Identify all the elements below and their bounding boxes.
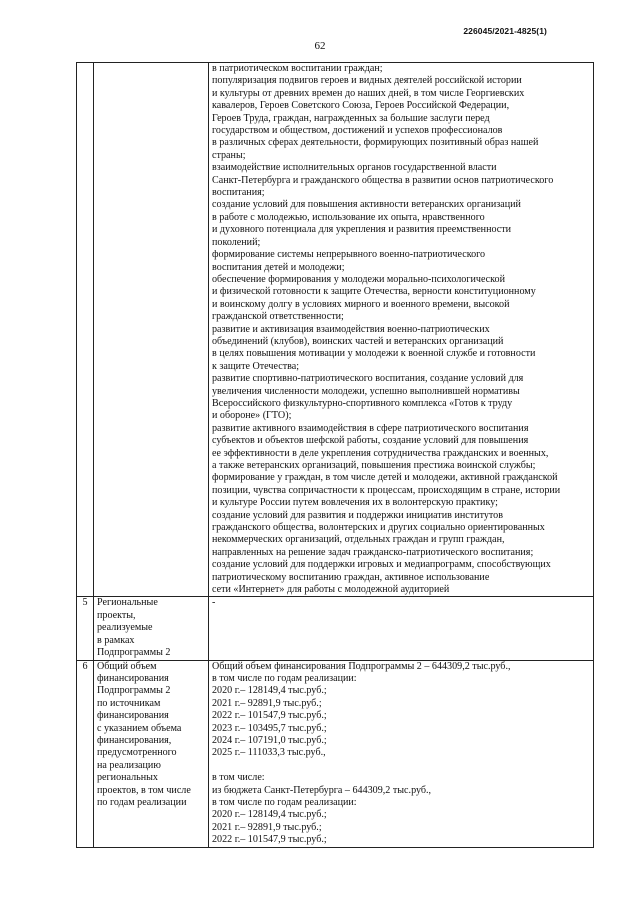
- program-passport-table: [76, 62, 594, 848]
- content-line: страны;: [212, 149, 246, 161]
- content-line: Общий объем финансирования Подпрограммы 2 – 644309,2 тыс.руб.,: [212, 660, 511, 672]
- content-line: объединений (клубов), воинских частей и ветеранских организаций: [212, 335, 504, 347]
- content-line: Всероссийского физкультурно-спортивного комплекса «Готов к труду: [212, 397, 513, 409]
- content-line: государством и обществом, достижений и успехов профессионалов: [212, 125, 503, 137]
- table-row: [77, 597, 594, 660]
- document-registration-number: 226045/2021-4825(1): [463, 26, 547, 36]
- content-line: взаимодействие исполнительных органов государственной власти: [212, 162, 497, 174]
- blank-line: [212, 760, 590, 772]
- table-row: [77, 63, 594, 597]
- content-line: 2021 г.– 92891,9 тыс.руб.;: [212, 821, 322, 833]
- content-line: в целях повышения мотивации у молодежи к военной службе и готовности: [212, 348, 536, 360]
- content-line: позиции, чувства сопричастности к процессам, происходящим в стране, истории: [212, 484, 561, 496]
- content-line: к защите Отечества;: [212, 360, 300, 372]
- content-line: поколений;: [212, 236, 261, 248]
- name-line: по годам реализации: [97, 796, 187, 808]
- name-line: финансирования,: [97, 734, 172, 746]
- content-line: Санкт-Петербурга и гражданского общества в развитии основ патриотического: [212, 174, 554, 186]
- table-row: [77, 660, 594, 847]
- table-body: [77, 63, 594, 848]
- content-line: увеличения численности молодежи, успешно выполнившей нормативы: [212, 385, 520, 397]
- content-line: направленных на решение задач гражданско-патриотического воспитания;: [212, 546, 534, 558]
- name-line: проектов, в том числе: [97, 784, 191, 796]
- content-line: 2024 г.– 107191,0 тыс.руб.;: [212, 734, 327, 746]
- content-line: создание условий для поддержки игровых и медиапрограмм, способствующих: [212, 559, 551, 571]
- content-line: создание условий для развития и поддержки инициатив институтов: [212, 509, 503, 521]
- content-line: ее эффективности в деле укрепления сотрудничества гражданских и военных,: [212, 447, 549, 459]
- name-line: в рамках: [97, 634, 135, 646]
- content-line: гражданской ответственности;: [212, 311, 344, 323]
- name-line: региональных: [97, 772, 158, 784]
- row-name-cell: [94, 63, 209, 597]
- name-line: по источникам: [97, 697, 161, 709]
- content-line: в различных сферах деятельности, формирующих позитивный образ нашей: [212, 137, 539, 149]
- content-line: 2022 г.– 101547,9 тыс.руб.;: [212, 834, 327, 846]
- content-line: развитие и активизация взаимодействия военно-патриотических: [212, 323, 490, 335]
- content-line: в том числе:: [212, 772, 265, 784]
- row-name-cell: [94, 597, 209, 660]
- name-line: Подпрограммы 2: [97, 647, 171, 659]
- content-line: в том числе по годам реализации:: [212, 796, 357, 808]
- content-line: воспитания;: [212, 187, 265, 199]
- content-line: а также ветеранских организаций, повышения престижа воинской службы;: [212, 460, 536, 471]
- content-line: формирование у граждан, в том числе детей и молодежи, активной гражданской: [212, 472, 558, 484]
- name-line: Региональные: [97, 597, 158, 609]
- content-line: развитие активного взаимодействия в сфере патриотического воспитания: [212, 422, 529, 434]
- name-line: финансирования: [97, 672, 169, 684]
- name-line: с указанием объема: [97, 722, 182, 734]
- name-line: проекты,: [97, 609, 136, 621]
- content-line: субъектов и объектов шефской работы, создание условий для повышения: [212, 435, 529, 447]
- content-line: патриотическому воспитанию граждан, активное использование: [212, 571, 490, 583]
- content-line: из бюджета Санкт-Петербурга – 644309,2 тыс.руб.,: [212, 784, 432, 796]
- content-line: воспитания детей и молодежи;: [212, 261, 345, 273]
- content-line: развитие спортивно-патриотического воспитания, создание условий для: [212, 373, 524, 385]
- content-line: создание условий для повышения активности ветеранских организаций: [212, 199, 521, 211]
- content-line: 2021 г.– 92891,9 тыс.руб.;: [212, 697, 322, 709]
- content-line: и культуры от древних времен до наших дней, в том числе Георгиевских: [212, 87, 525, 99]
- content-line: и физической готовности к защите Отечества, верности конституционному: [212, 286, 536, 298]
- content-line: Героев Труда, граждан, награжденных за большие заслуги перед: [212, 112, 490, 124]
- content-line: в работе с молодежью, использование их опыта, нравственного: [212, 211, 485, 223]
- name-line: Подпрограммы 2: [97, 685, 171, 697]
- content-line: 2020 г.– 128149,4 тыс.руб.;: [212, 809, 327, 821]
- content-line: обеспечение формирования у молодежи морально-психологической: [212, 273, 505, 285]
- page-number: 62: [314, 40, 326, 52]
- name-line: на реализацию: [97, 759, 161, 771]
- content-line: в патриотическом воспитании граждан;: [212, 63, 383, 74]
- row-number-cell: [77, 63, 94, 597]
- row-number-cell: 6: [77, 660, 94, 847]
- row-number-cell: 5: [77, 597, 94, 660]
- content-line: 2025 г.– 111033,3 тыс.руб.,: [212, 747, 326, 759]
- content-line: -: [212, 597, 216, 609]
- content-line: 2023 г.– 103495,7 тыс.руб.;: [212, 722, 327, 734]
- row-content-cell: [209, 63, 594, 597]
- content-line: и обороне» (ГТО);: [212, 410, 292, 422]
- content-line: формирование системы непрерывного военно-патриотического: [212, 249, 486, 261]
- name-line: финансирования: [97, 710, 169, 722]
- content-line: в том числе по годам реализации:: [212, 672, 357, 684]
- content-line: и воинскому долгу в условиях мирного и военного времени, высокой: [212, 298, 510, 310]
- row-content-cell: [209, 660, 594, 847]
- content-line: 2020 г.– 128149,4 тыс.руб.;: [212, 685, 327, 697]
- row-content-cell: [209, 597, 594, 660]
- name-line: предусмотренного: [97, 747, 177, 759]
- content-line: и культуре России путем вовлечения их в волонтерскую практику;: [212, 497, 498, 509]
- content-line: сети «Интернет» для работы с молодежной аудиторией: [212, 584, 450, 596]
- content-line: и духовного потенциала для укрепления и развития преемственности: [212, 224, 512, 236]
- content-line: некоммерческих организаций, отдельных граждан и групп граждан,: [212, 534, 505, 546]
- content-line: 2022 г.– 101547,9 тыс.руб.;: [212, 710, 327, 722]
- content-line: популяризация подвигов героев и видных деятелей российской истории: [212, 75, 522, 87]
- content-line: кавалеров, Героев Советского Союза, Героев Российской Федерации,: [212, 100, 510, 112]
- name-line: реализуемые: [97, 622, 153, 634]
- name-line: Общий объем: [97, 660, 157, 672]
- row-name-cell: [94, 660, 209, 847]
- content-line: гражданского общества, волонтерских и других социально ориентированных: [212, 522, 545, 534]
